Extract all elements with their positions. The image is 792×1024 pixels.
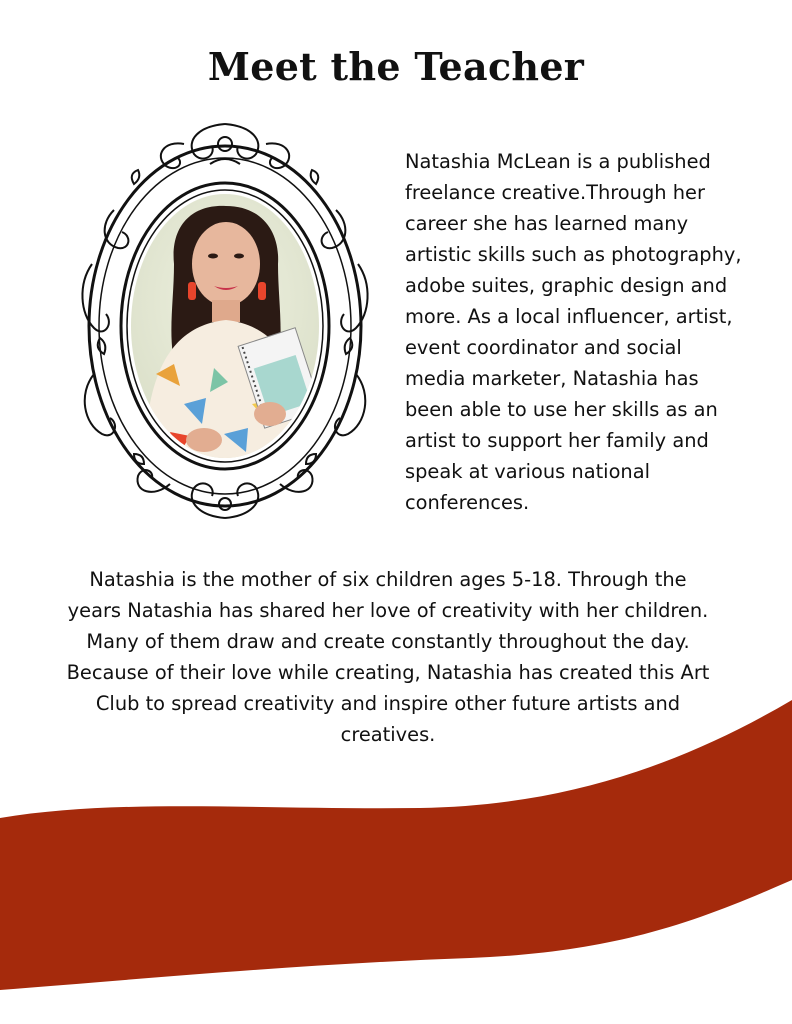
page-title: Meet the Teacher: [207, 44, 585, 89]
decorative-wave: [0, 690, 792, 1024]
teacher-portrait: [74, 114, 376, 524]
bio-paragraph-secondary: Natashia is the mother of six children ages 5-18. Through the years Natashia has shared her love of creativity with her children. Many of them draw and create constantly throughout the day. Because of their love while creating, Natashia has created this Art Club to spread creativity and inspire other future artists and creatives.: [66, 568, 710, 746]
bio-paragraph-primary: Natashia McLean is a published freelance creative.Through her career she has learned many artistic skills such as photography, adobe suites, graphic design and more. As a local influencer, artist, event coordinator and social media marketer, Natashia has been able to use her skills as an artist to support her family and speak at various national conferences.: [405, 150, 742, 514]
teacher-photo: [114, 184, 336, 474]
